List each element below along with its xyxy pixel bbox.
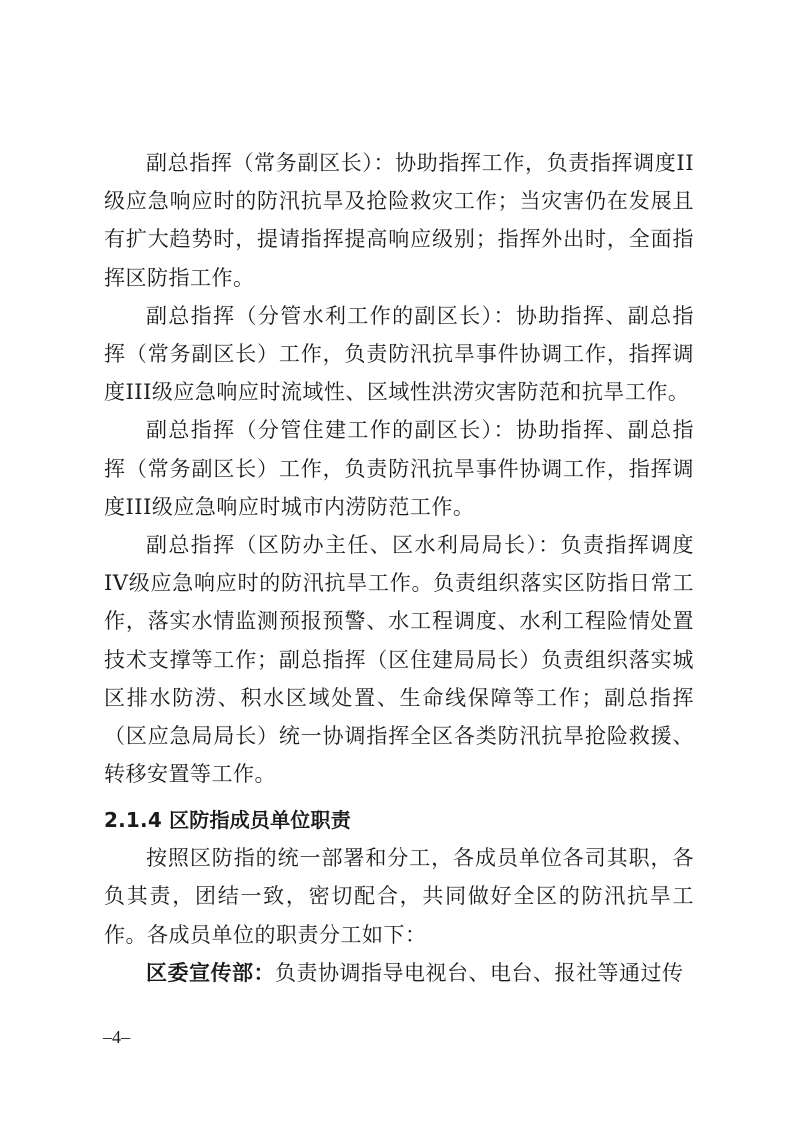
section-2-1-4 xyxy=(104,801,694,992)
section-intro-paragraph: 按照区防指的统一部署和分工，各成员单位各司其职，各负其责，团结一致，密切配合，共同做好全区的防汛抗旱工作。各成员单位的职责分工如下： xyxy=(104,846,694,947)
paragraph-deputy-water: 副总指挥（分管水利工作的副区长）：协助指挥、副总指挥（常务副区长）工作，负责防汛抗旱事件协调工作，指挥调度III级应急响应时流域性、区域性洪涝灾害防范和抗旱工作。 xyxy=(104,303,694,405)
propaganda-dept-label: 区委宣传部： xyxy=(146,959,275,985)
section-heading: 2.1.4 区防指成员单位职责 xyxy=(104,808,351,832)
paragraph-propaganda-dept xyxy=(104,954,694,992)
body-text xyxy=(104,144,694,793)
page-number: –4– xyxy=(103,1027,130,1047)
paragraph-deputy-housing: 副总指挥（分管住建工作的副区长）：协助指挥、副总指挥（常务副区长）工作，负责防汛抗旱事件协调工作，指挥调度III级应急响应时城市内涝防范工作。 xyxy=(104,418,694,519)
paragraph-deputy-executive: 副总指挥（常务副区长）：协助指挥工作，负责指挥调度II级应急响应时的防汛抗旱及抢险救灾工作；当灾害仍在发展且有扩大趋势时，提请指挥提高响应级别；指挥外出时，全面指挥区防指工作。 xyxy=(104,151,694,290)
paragraph-deputy-flood-office: 副总指挥（区防办主任、区水利局局长）：负责指挥调度IV级应急响应时的防汛抗旱工作。负责组织落实区防指日常工作，落实水情监测预报预警、水工程调度、水利工程险情处置技术支撑等工作；副总指挥（区住建局局长）负责组织落实城区排水防涝、积水区域处置、生命线保障等工作；副总指挥（区应急局局长）统一协调指挥全区各类防汛抗旱抢险救援、转移安置等工作。 xyxy=(104,533,694,787)
propaganda-dept-text: 负责协调指导电视台、电台、报社等通过传 xyxy=(275,960,684,985)
